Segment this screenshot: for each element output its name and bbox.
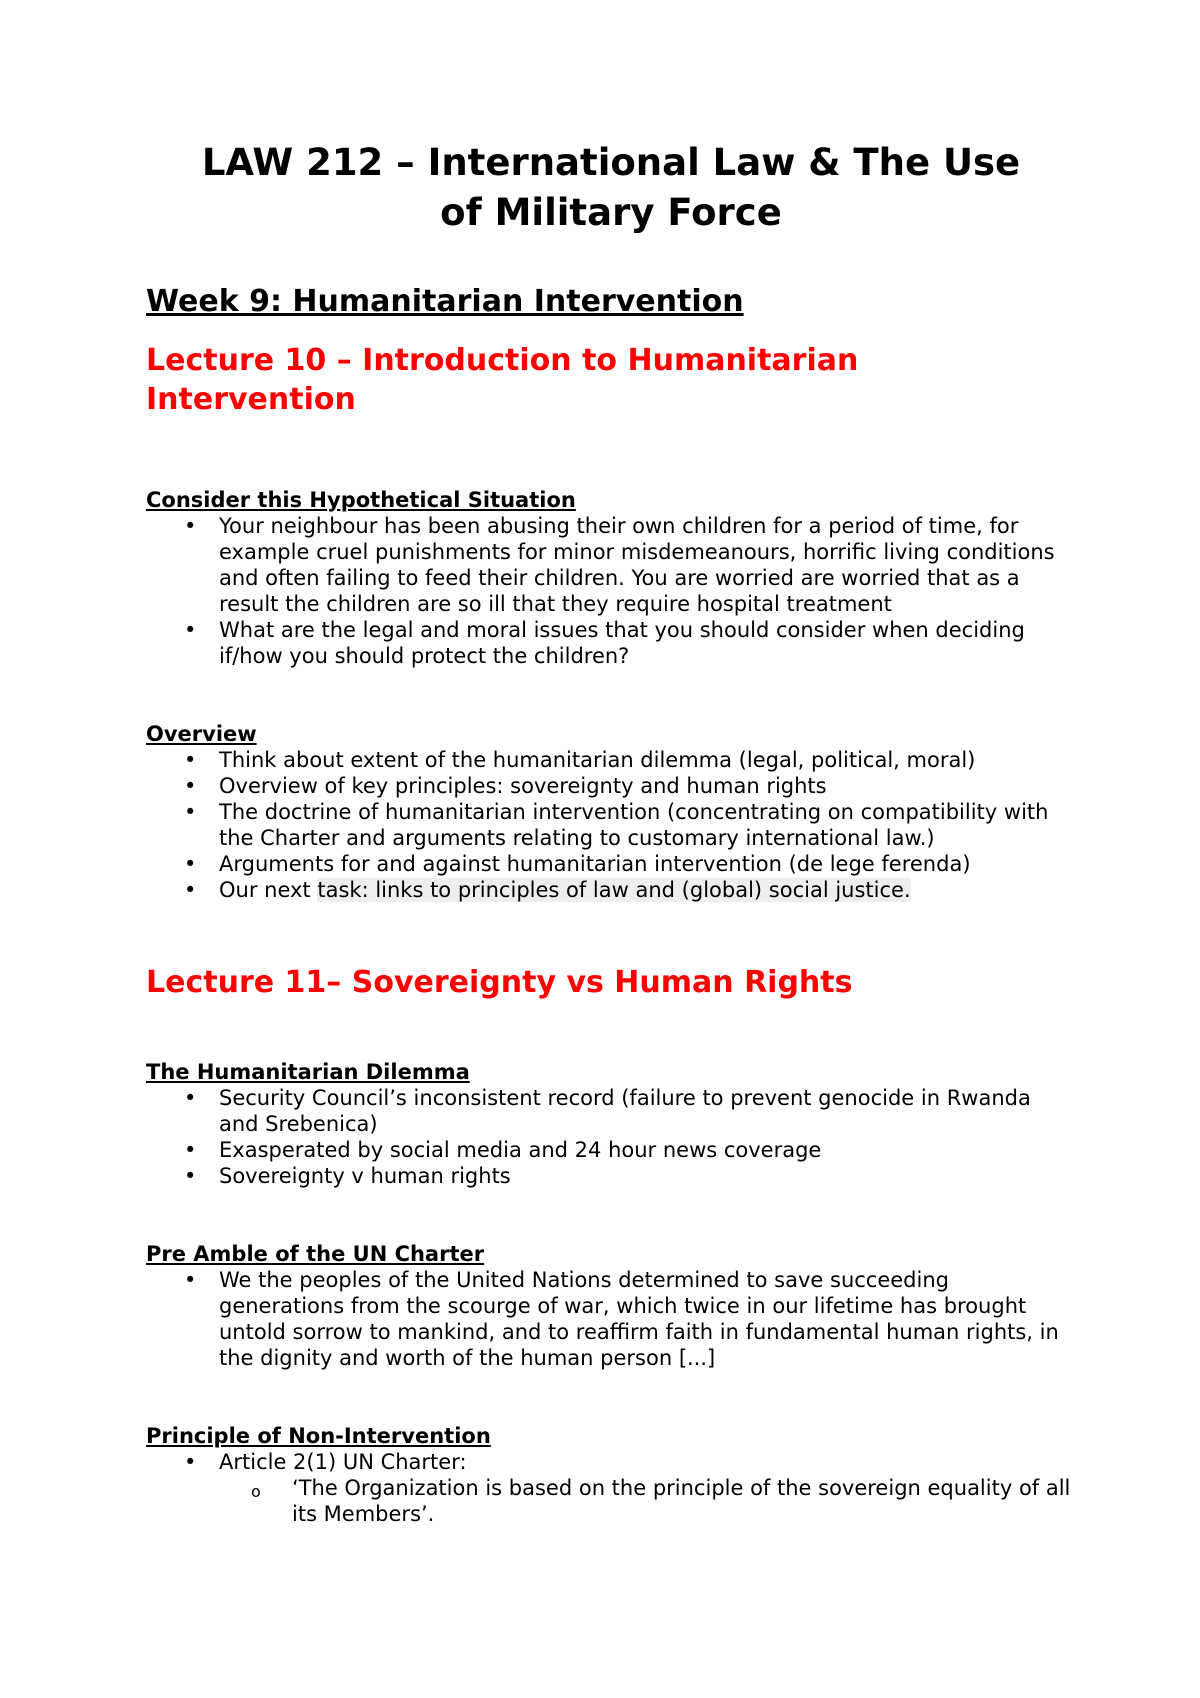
list-item-text-prefix: Our next <box>219 878 318 902</box>
hypothetical-bullet-list <box>146 513 1076 669</box>
document-content <box>146 138 1076 1527</box>
non-intervention-bullet-list <box>146 1449 1076 1527</box>
bullet-icon: • <box>184 774 197 798</box>
section-overview <box>146 721 1076 903</box>
section-humanitarian-dilemma <box>146 1059 1076 1189</box>
list-item-text: Security Council’s inconsistent record (failure to prevent genocide in Rwanda and Srebenica) <box>219 1086 1031 1136</box>
bullet-icon: • <box>184 1268 197 1292</box>
list-item <box>146 1085 1076 1137</box>
lecture-11-heading: Lecture 11– Sovereignty vs Human Rights <box>146 965 853 1000</box>
bullet-icon: • <box>184 1450 197 1474</box>
section-hypothetical <box>146 487 1076 669</box>
list-item-text: We the peoples of the United Nations determined to save succeeding generations from the scourge of war, which twice in our lifetime has brought untold sorrow to mankind, and to reaffirm faith in fundamental human rights, in the dignity and worth of the human person [...] <box>219 1268 1059 1370</box>
list-item <box>146 1137 1076 1163</box>
section-non-intervention <box>146 1423 1076 1527</box>
bullet-icon: • <box>184 1164 197 1188</box>
bullet-icon: • <box>184 514 197 538</box>
section-heading-overview: Overview <box>146 722 257 746</box>
section-heading-hypothetical: Consider this Hypothetical Situation <box>146 488 576 512</box>
list-item-text-highlighted: task: links to principles of law and (global) social justice. <box>317 878 911 902</box>
list-item-text: What are the legal and moral issues that you should consider when deciding if/how you should protect the children? <box>219 618 1025 668</box>
list-item-text: Arguments for and against humanitarian intervention (de lege ferenda) <box>219 852 971 876</box>
sub-list-item <box>219 1475 1076 1527</box>
list-item <box>146 1163 1076 1189</box>
document-title-line-2: of Military Force <box>440 191 782 234</box>
list-item <box>146 617 1076 669</box>
list-item-text: The doctrine of humanitarian intervention (concentrating on compatibility with the Charter and arguments relating to customary international law.) <box>219 800 1049 850</box>
bullet-icon: • <box>184 748 197 772</box>
list-item-text: Exasperated by social media and 24 hour news coverage <box>219 1138 822 1162</box>
list-item <box>146 851 1076 877</box>
overview-bullet-list <box>146 747 1076 903</box>
list-item <box>146 799 1076 851</box>
list-item <box>146 773 1076 799</box>
list-item-text: Your neighbour has been abusing their own children for a period of time, for example cruel punishments for minor misdemeanours, horrific living conditions and often failing to feed their children. You are worried are worried that as a result the children are so ill that they require hospital treatment <box>219 514 1055 616</box>
section-preamble <box>146 1241 1076 1371</box>
list-item-text: Overview of key principles: sovereignty and human rights <box>219 774 827 798</box>
list-item <box>146 1267 1076 1371</box>
list-item <box>146 513 1076 617</box>
bullet-icon: • <box>184 1086 197 1110</box>
section-heading-preamble: Pre Amble of the UN Charter <box>146 1242 485 1266</box>
bullet-icon: • <box>184 878 197 902</box>
bullet-icon: • <box>184 800 197 824</box>
list-item-text: Sovereignty v human rights <box>219 1164 511 1188</box>
bullet-icon: • <box>184 852 197 876</box>
list-item <box>146 877 1076 903</box>
document-title-line-1: LAW 212 – International Law & The Use <box>201 141 1021 184</box>
week-heading: Week 9: Humanitarian Intervention <box>146 284 744 319</box>
preamble-bullet-list <box>146 1267 1076 1371</box>
list-item <box>146 747 1076 773</box>
sub-list-item-text: ‘The Organization is based on the principle of the sovereign equality of all its Members’. <box>292 1476 1071 1526</box>
dilemma-bullet-list <box>146 1085 1076 1189</box>
list-item <box>146 1449 1076 1527</box>
bullet-icon: • <box>184 1138 197 1162</box>
list-item-text: Article 2(1) UN Charter: <box>219 1450 467 1474</box>
section-heading-non-intervention: Principle of Non-Intervention <box>146 1424 491 1448</box>
section-heading-humanitarian-dilemma: The Humanitarian Dilemma <box>146 1060 470 1084</box>
document-title <box>146 138 1076 238</box>
lecture-10-heading: Lecture 10 – Introduction to Humanitarian Intervention <box>146 343 859 417</box>
list-item-text: Think about extent of the humanitarian dilemma (legal, political, moral) <box>219 748 976 772</box>
sub-bullet-list <box>219 1475 1076 1527</box>
sub-bullet-icon: o <box>251 1482 261 1501</box>
bullet-icon: • <box>184 618 197 642</box>
